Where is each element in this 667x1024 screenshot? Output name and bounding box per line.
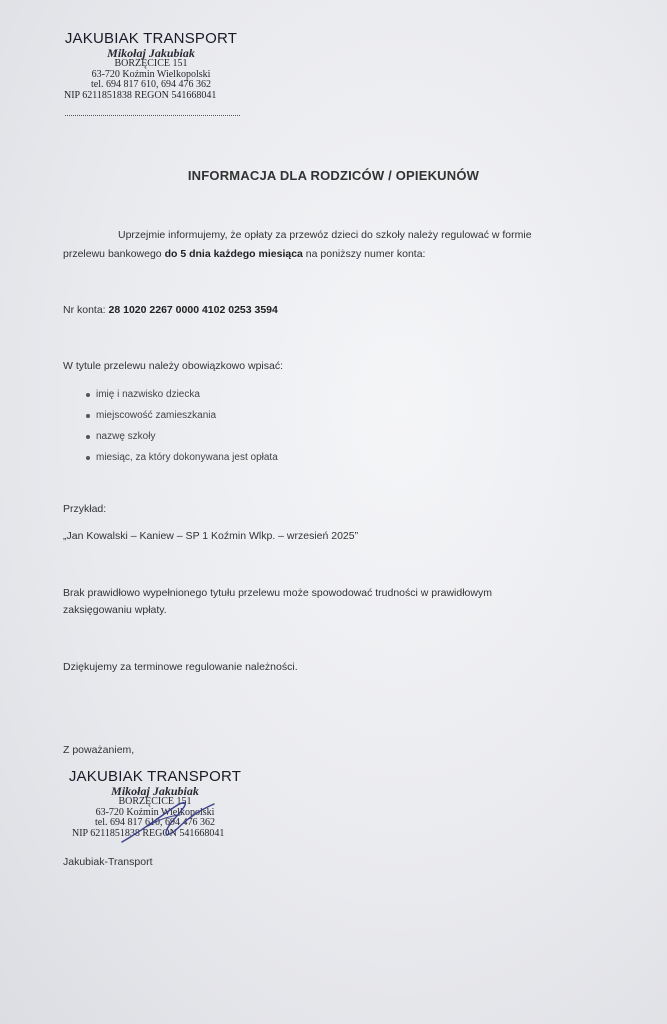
warning-line-2: zaksięgowaniu wpłaty. <box>63 604 167 616</box>
account-label: Nr konta: <box>63 304 109 316</box>
stamp-phone: tel. 694 817 610, 694 476 362 <box>95 817 215 829</box>
intro-line-1: Uprzejmie informujemy, że opłaty za przewóz dzieci do szkoły należy regulować w formie <box>118 229 532 241</box>
stamp-owner-name: Mikołaj Jakubiak <box>111 783 199 798</box>
account-line <box>63 304 278 316</box>
closing-text: Z poważaniem, <box>63 744 135 756</box>
intro-line-2 <box>63 248 425 260</box>
handwritten-signature <box>118 798 218 846</box>
stamp-company-name: JAKUBIAK TRANSPORT <box>64 30 238 47</box>
list-item: miejscowość zamieszkania <box>86 409 278 430</box>
stamp-address-line1: BORZĘCICE 151 <box>114 58 188 70</box>
example-label: Przykład: <box>63 503 107 515</box>
stamp-address-line2: 63-720 Koźmin Wielkopolski <box>95 806 215 818</box>
stamp-company-name: JAKUBIAK TRANSPORT <box>68 768 242 785</box>
account-number: 28 1020 2267 0000 4102 0253 3594 <box>108 304 278 316</box>
list-item: nazwę szkoły <box>86 430 278 451</box>
required-items-list <box>86 388 278 472</box>
warning-line-1: Brak prawidłowo wypełnionego tytułu przelewu może spowodować trudności w prawidłowym <box>63 587 492 599</box>
thanks-text: Dziękujemy za terminowe regulowanie należności. <box>63 661 298 673</box>
document-title: INFORMACJA DLA RODZICÓW / OPIEKUNÓW <box>187 168 480 183</box>
signoff-text: Jakubiak-Transport <box>63 856 153 868</box>
list-item: miesiąc, za który dokonywana jest opłata <box>86 451 278 472</box>
example-value: „Jan Kowalski – Kaniew – SP 1 Koźmin Wlkp. – wrzesień 2025” <box>63 530 359 542</box>
stamp-phone: tel. 694 817 610, 694 476 362 <box>91 79 211 91</box>
stamp-owner-name: Mikołaj Jakubiak <box>107 45 195 60</box>
company-stamp-top <box>62 31 240 101</box>
list-item: imię i nazwisko dziecka <box>86 388 278 409</box>
payment-deadline: do 5 dnia każdego miesiąca <box>164 248 303 260</box>
stamp-address-line1: BORZĘCICE 151 <box>118 796 192 808</box>
transfer-title-intro: W tytule przelewu należy obowiązkowo wpisać: <box>63 360 284 372</box>
intro-line-2-start: przelewu bankowego <box>63 248 165 260</box>
stamp-ids: NIP 6211851838 REGON 541668041 <box>72 827 225 839</box>
dotted-divider <box>65 114 240 116</box>
intro-line-2-end: na poniższy numer konta: <box>302 248 426 260</box>
stamp-ids: NIP 6211851838 REGON 541668041 <box>64 89 217 101</box>
stamp-address-line2: 63-720 Koźmin Wielkopolski <box>91 68 211 80</box>
